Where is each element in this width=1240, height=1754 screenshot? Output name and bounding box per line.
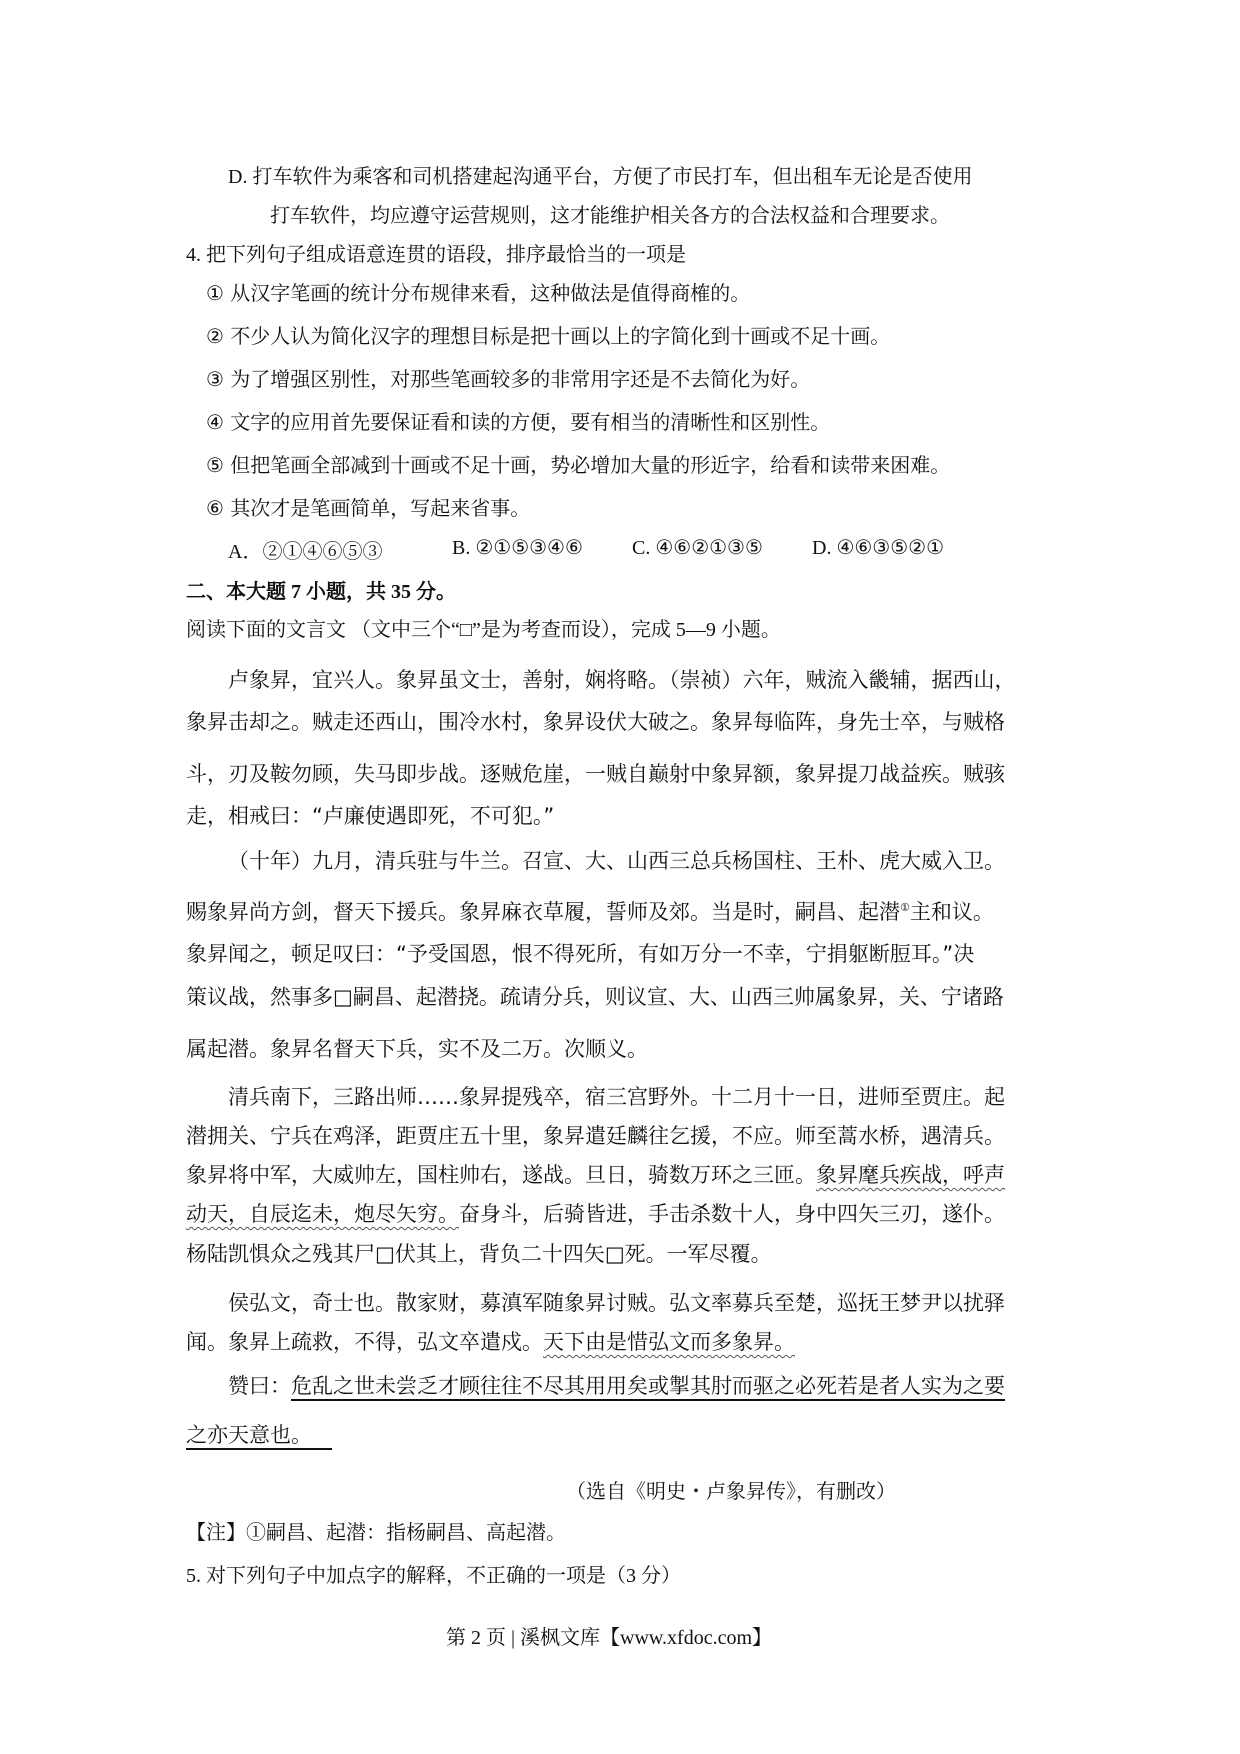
passage-p1-line4: 走，相戒曰：“卢廉使遇即死，不可犯。” <box>186 804 555 828</box>
footnote: 【注】①嗣昌、起潜：指杨嗣昌、高起潜。 <box>186 1522 566 1544</box>
passage-p3-line2: 潜拥关、宁兵在鸡泽，距贾庄五十里，象昇遣廷麟往乞援，不应。师至蒿水桥，遇清兵。 <box>186 1124 1005 1148</box>
passage-p2-line4: 策议战，然事多□嗣昌、起潜挠。疏请分兵，则议宣、大、山西三帅属象昇，关、宁诸路 <box>186 985 1004 1009</box>
passage-p5-underlined-sentence: 危乱之世未尝乏才顾往往不尽其用用矣或掣其肘而驱之必死若是者人实为之要 <box>291 1374 1005 1398</box>
q4-sentence-1: ① 从汉字笔画的统计分布规律来看，这种做法是值得商榷的。 <box>206 281 751 305</box>
footnote-marker: ① <box>900 901 910 914</box>
passage-p4-line2 <box>186 1326 795 1356</box>
passage-p4-line2-text: 闻。象昇上疏救，不得，弘文卒遣戍。 <box>186 1330 543 1354</box>
passage-p5-line2 <box>186 1419 332 1449</box>
q4-choice-b: B. ②①⑤③④⑥ <box>452 537 583 559</box>
passage-p2-line2-text: 赐象昇尚方剑，督天下援兵。象昇麻衣草履，誓师及郊。当是时，嗣昌、起潜 <box>186 900 900 924</box>
passage-p3-line4 <box>186 1198 1005 1228</box>
q4-sentence-4: ④ 文字的应用首先要保证看和读的方便，要有相当的清晰性和区别性。 <box>206 410 831 434</box>
q4-choice-a: A．②①④⑥⑤③ <box>228 541 383 563</box>
passage-p5-underlined-tail: 之亦天意也。 <box>186 1423 312 1447</box>
section2-title: 二、本大题 7 小题，共 35 分。 <box>186 581 456 603</box>
passage-p5-underline-spacer <box>312 1423 332 1447</box>
passage-p1-line2: 象昇击却之。贼走还西山，围冷水村，象昇设伏大破之。象昇每临阵，身先士卒，与贼格 <box>186 710 1005 734</box>
passage-p2-line2-tail: 主和议。 <box>909 900 994 924</box>
passage-p4-wavy-underline: 天下由是惜弘文而多象昇。 <box>543 1330 795 1354</box>
q5-stem: 5. 对下列句子中加点字的解释，不正确的一项是（3 分） <box>186 1565 681 1587</box>
q4-choice-d: D. ④⑥③⑤②① <box>812 537 945 559</box>
passage-p3-line1: 清兵南下，三路出师……象昇提残卒，宿三宫野外。十二月十一日，进师至贾庄。起 <box>228 1085 1005 1109</box>
passage-source: （选自《明史・卢象昇传》，有删改） <box>566 1481 896 1503</box>
passage-p2-line5: 属起潜。象昇名督天下兵，实不及二万。次顺义。 <box>186 1037 648 1061</box>
passage-p3-line3 <box>186 1159 1005 1189</box>
passage-p3-wavy-underline-2: 动天，自辰迄未，炮尽矢穷。 <box>186 1202 459 1226</box>
passage-p5-prefix: 赞曰： <box>228 1374 291 1398</box>
passage-p1-line3: 斗，刃及鞍勿顾，失马即步战。逐贼危崖，一贼自巅射中象昇额，象昇提刀战益疾。贼骇 <box>186 762 1005 786</box>
passage-p4-line1: 侯弘文，奇士也。散家财，募滇军随象昇讨贼。弘文率募兵至楚，巡抚王梦尹以扰驿 <box>228 1291 1005 1315</box>
q4-sentence-5: ⑤ 但把笔画全部减到十画或不足十画，势必增加大量的形近字，给看和读带来困难。 <box>206 453 951 477</box>
q4-sentence-3: ③ 为了增强区别性，对那些笔画较多的非常用字还是不去简化为好。 <box>206 367 811 391</box>
q3-option-d-line2: 打车软件，均应遵守运营规则，这才能维护相关各方的合法权益和合理要求。 <box>270 205 950 227</box>
q4-stem: 4. 把下列句子组成语意连贯的语段，排序最恰当的一项是 <box>186 244 686 266</box>
passage-p1-line1: 卢象昇，宜兴人。象昇虽文士，善射，娴将略。（崇祯）六年，贼流入畿辅，据西山， <box>228 668 1016 692</box>
page-footer: 第 2 页 | 溪枫文库【www.xfdoc.com】 <box>446 1627 773 1649</box>
q4-sentence-2: ② 不少人认为简化汉字的理想目标是把十画以上的字简化到十画或不足十画。 <box>206 324 891 348</box>
section2-instruction: 阅读下面的文言文 （文中三个“□”是为考查而设），完成 5—9 小题。 <box>186 619 781 641</box>
passage-p3-wavy-underline-1: 象昇麾兵疾战，呼声 <box>816 1163 1005 1187</box>
passage-p5-line1 <box>228 1370 1005 1400</box>
passage-p3-line3-text: 象昇将中军，大威帅左，国柱帅右，遂战。旦日，骑数万环之三匝。 <box>186 1163 816 1187</box>
q4-choice-c: C. ④⑥②①③⑤ <box>632 537 763 559</box>
passage-p3-line5: 杨陆凯惧众之残其尸□伏其上，背负二十四矢□死。一军尽覆。 <box>186 1242 772 1266</box>
passage-p2-line2 <box>186 896 994 926</box>
q4-sentence-6: ⑥ 其次才是笔画简单，写起来省事。 <box>206 496 531 520</box>
passage-p2-line1: （十年）九月，清兵驻与牛兰。召宣、大、山西三总兵杨国柱、王朴、虎大威入卫。 <box>228 849 1005 873</box>
passage-p3-line4-text: 奋身斗，后骑皆进，手击杀数十人，身中四矢三刃，遂仆。 <box>459 1202 1005 1226</box>
passage-p2-line3: 象昇闻之，顿足叹曰：“予受国恩，恨不得死所，有如万分一不幸，宁捐躯断脰耳。”决 <box>186 942 975 966</box>
q3-option-d-line1: D. 打车软件为乘客和司机搭建起沟通平台，方便了市民打车，但出租车无论是否使用 <box>228 166 973 188</box>
